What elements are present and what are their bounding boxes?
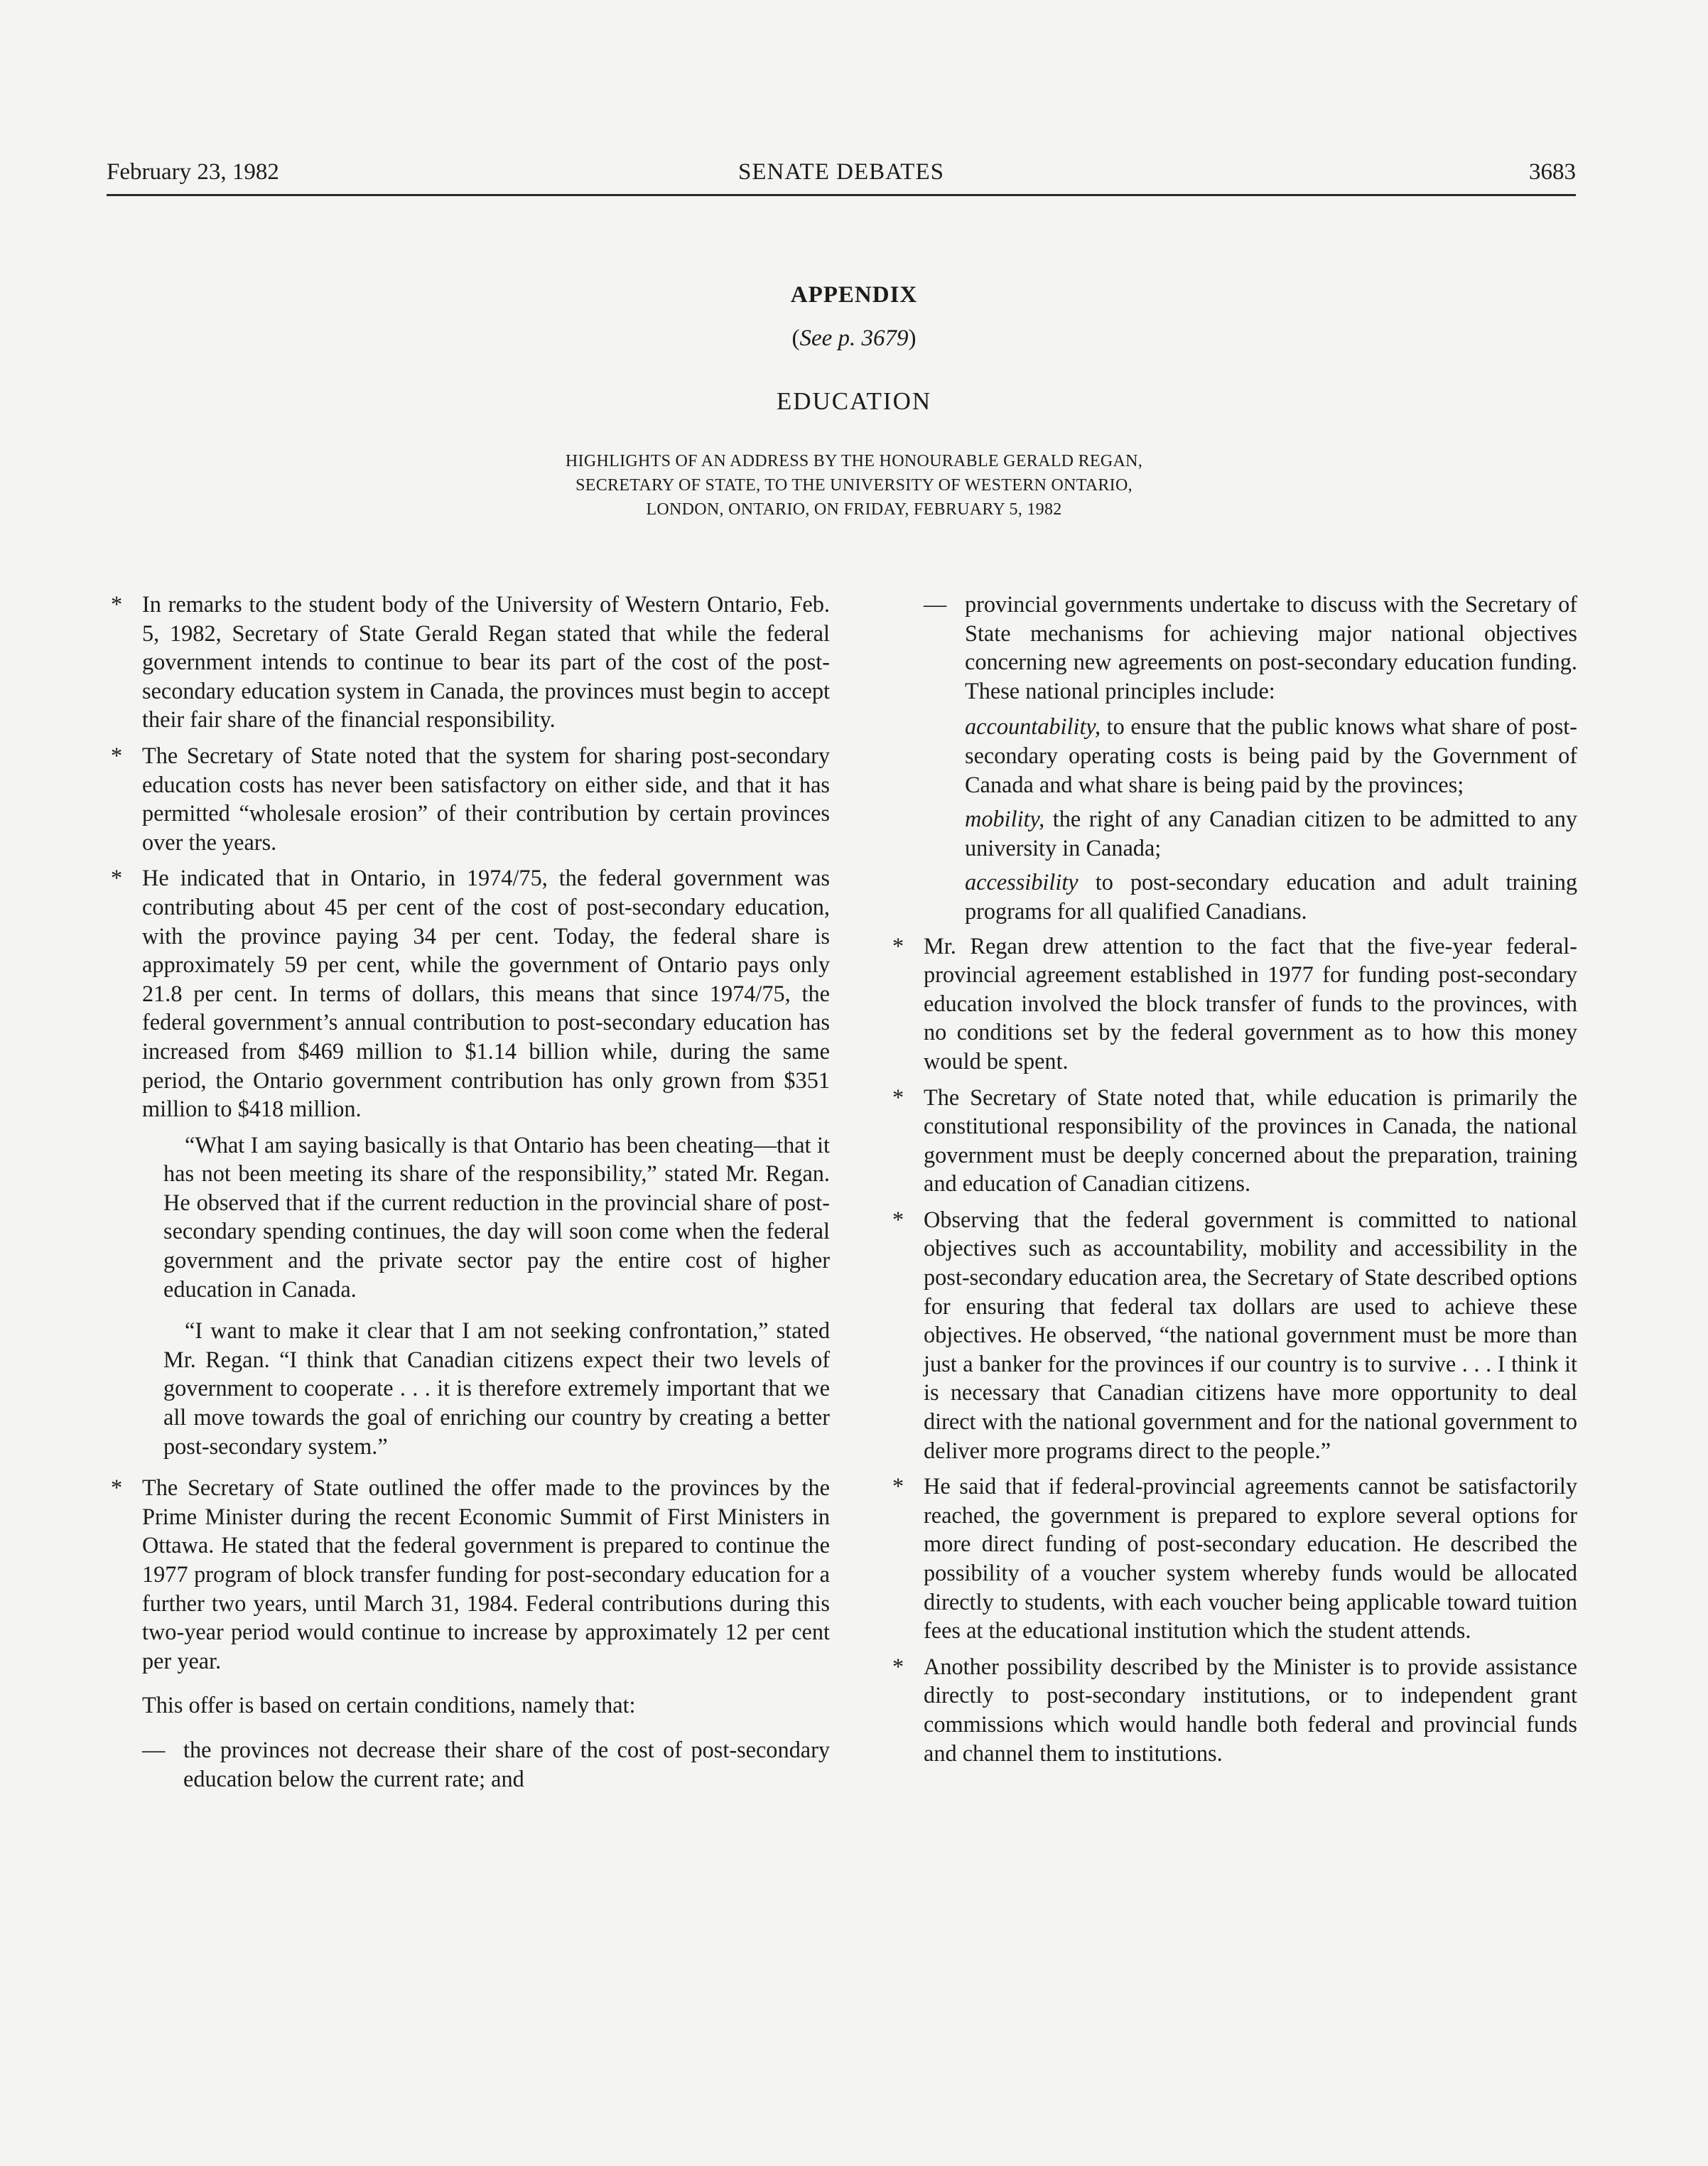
bullet-paragraph [888, 1652, 1577, 1767]
header-page-number: 3683 [1529, 159, 1576, 185]
bullet-paragraph [888, 1205, 1577, 1465]
principle-text: the right of any Canadian citizen to be admitted to any university in Canada; [965, 806, 1577, 861]
bullet-paragraph [107, 741, 830, 856]
header-publication: SENATE DEBATES [738, 159, 944, 185]
paragraph-text: provincial governments undertake to discuss with the Secretary of State mechanisms for achieving major national objectives concerning new agreements on post-secondary education funding. These national principles include: [965, 591, 1577, 704]
asterisk-bullet: * [111, 1475, 123, 1501]
header-date: February 23, 1982 [107, 159, 279, 185]
highlights-line: LONDON, ONTARIO, ON FRIDAY, FEBRUARY 5, 1982 [646, 500, 1062, 519]
principle-term: mobility, [965, 806, 1045, 832]
appendix-title: APPENDIX [790, 282, 918, 308]
paragraph-text: He said that if federal-provincial agreements cannot be satisfactorily reached, the government is prepared to explore several options for more direct funding of post-secondary education. He described the possibility of a voucher system whereby funds would be allocated directly to students, with each voucher being applicable toward tuition fees at the educational institution which the student attends. [924, 1473, 1577, 1644]
asterisk-bullet: * [892, 1653, 904, 1679]
paragraph-text: Mr. Regan drew attention to the fact that the five-year federal-provincial agreement established in 1977 for funding post-secondary education involved the block transfer of funds to the provinces, with no conditions set by the federal government as to how this money would be spent. [924, 932, 1577, 1074]
principle-term: accountability, [965, 713, 1101, 740]
bullet-paragraph [888, 932, 1577, 1076]
section-title: EDUCATION [776, 387, 932, 415]
paragraph-text: The Secretary of State noted that, while education is primarily the constitutional responsibility of the provinces in Canada, the national government must be deeply concerned about the preparation, training and education of Canadian citizens. [924, 1084, 1577, 1197]
paragraph-text: He indicated that in Ontario, in 1974/75, the federal government was contributing about 45 per cent of the cost of post-secondary education, with the province paying 34 per cent. Today, the federal share is approximately 59 per cent, while the government of Ontario pays only 21.8 per cent. In terms of dollars, this means that since 1974/75, the federal government’s annual contribution to post-secondary education has increased from $469 million to $1.14 billion while, during the same period, the Ontario government contribution has only grown from $351 million to $418 million. [142, 865, 830, 1122]
see-reference [0, 325, 1708, 352]
see-ref-text: See p. 3679 [799, 325, 909, 351]
principle-accessibility [888, 868, 1577, 925]
principle-accountability [888, 712, 1577, 799]
principle-mobility [888, 804, 1577, 862]
dash-item [888, 590, 1577, 705]
em-dash-bullet: — [142, 1736, 166, 1762]
asterisk-bullet: * [111, 742, 123, 768]
asterisk-bullet: * [892, 932, 904, 959]
paragraph-text: Another possibility described by the Minister is to provide assistance directly to post-secondary institutions, or to independent grant commissions which would handle both federal and provincial funds and channel them to institutions. [924, 1653, 1577, 1766]
asterisk-bullet: * [892, 1473, 904, 1499]
asterisk-bullet: * [111, 591, 123, 617]
see-ref-close: ) [908, 325, 917, 351]
bullet-paragraph [888, 1472, 1577, 1645]
dash-item [107, 1735, 830, 1793]
address-highlights-heading [0, 449, 1708, 522]
paragraph-text: The Secretary of State outlined the offer made to the provinces by the Prime Minister during the recent Economic Summit of First Ministers in Ottawa. He stated that the federal government is prepared to continue the 1977 program of block transfer funding for post-secondary education for a further two years, until March 31, 1984. Federal contributions during this two-year period would continue to increase by approximately 12 per cent per year. [142, 1475, 830, 1674]
asterisk-bullet: * [111, 865, 123, 891]
paragraph-text: the provinces not decrease their share of the cost of post-secondary education below the current rate; and [183, 1736, 830, 1791]
header-rule [107, 194, 1576, 196]
paragraph-text: In remarks to the student body of the University of Western Ontario, Feb. 5, 1982, Secretary of State Gerald Regan stated that while the federal government intends to continue to bear its part of the cost of the post-secondary education system in Canada, the provinces must begin to accept their fair share of the financial responsibility. [142, 591, 830, 733]
bullet-paragraph [888, 1083, 1577, 1198]
bullet-paragraph [107, 590, 830, 734]
paragraph-text: The Secretary of State noted that the system for sharing post-secondary education costs has never been satisfactory on either side, and that it has permitted “wholesale erosion” of their contribution by certain provinces over the years. [142, 742, 830, 855]
quote-paragraph: “What I am saying basically is that Ontario has been cheating—that it has not been meeting its share of the responsibility,” stated Mr. Regan. He observed that if the current reduction in the provincial share of post-secondary spending continues, the day will soon come when the federal government and the private sector pay the entire cost of higher education in Canada. [163, 1131, 830, 1302]
principle-term: accessibility [965, 869, 1079, 895]
right-column [888, 590, 1577, 1774]
see-ref-open: ( [791, 325, 800, 351]
highlights-line: SECRETARY OF STATE, TO THE UNIVERSITY OF WESTERN ONTARIO, [575, 476, 1133, 495]
highlights-line: HIGHLIGHTS OF AN ADDRESS BY THE HONOURABLE GERALD REGAN, [565, 452, 1143, 470]
bullet-paragraph [107, 1473, 830, 1675]
bullet-paragraph [107, 863, 830, 1123]
principle-text: to post-secondary education and adult training programs for all qualified Canadians. [965, 869, 1577, 924]
conditions-intro: This offer is based on certain conditions, namely that: [142, 1692, 636, 1718]
principle-text: to ensure that the public knows what share of post-secondary operating costs is being paid by the Government of Canada and what share is being paid by the provinces; [965, 713, 1577, 797]
quote-paragraph: “I want to make it clear that I am not seeking confrontation,” stated Mr. Regan. “I think that Canadian citizens expect their two levels of government to cooperate . . . it is therefore extremely important that we all move towards the goal of enriching our country by creating a better post-secondary system.” [163, 1318, 830, 1459]
asterisk-bullet: * [892, 1084, 904, 1110]
asterisk-bullet: * [892, 1206, 904, 1232]
left-column [107, 590, 830, 1800]
em-dash-bullet: — [924, 591, 947, 617]
paragraph-text: Observing that the federal government is committed to national objectives such as accountability, mobility and accessibility in the post-secondary education area, the Secretary of State described options for ensuring that federal tax dollars are used to achieve these objectives. He observed, “the national government must be more than just a banker for the provinces if our country is to survive . . . I think it is necessary that Canadian citizens have more opportunity to deal direct with the national government and for the national government to deliver more programs direct to the people.” [924, 1206, 1577, 1463]
